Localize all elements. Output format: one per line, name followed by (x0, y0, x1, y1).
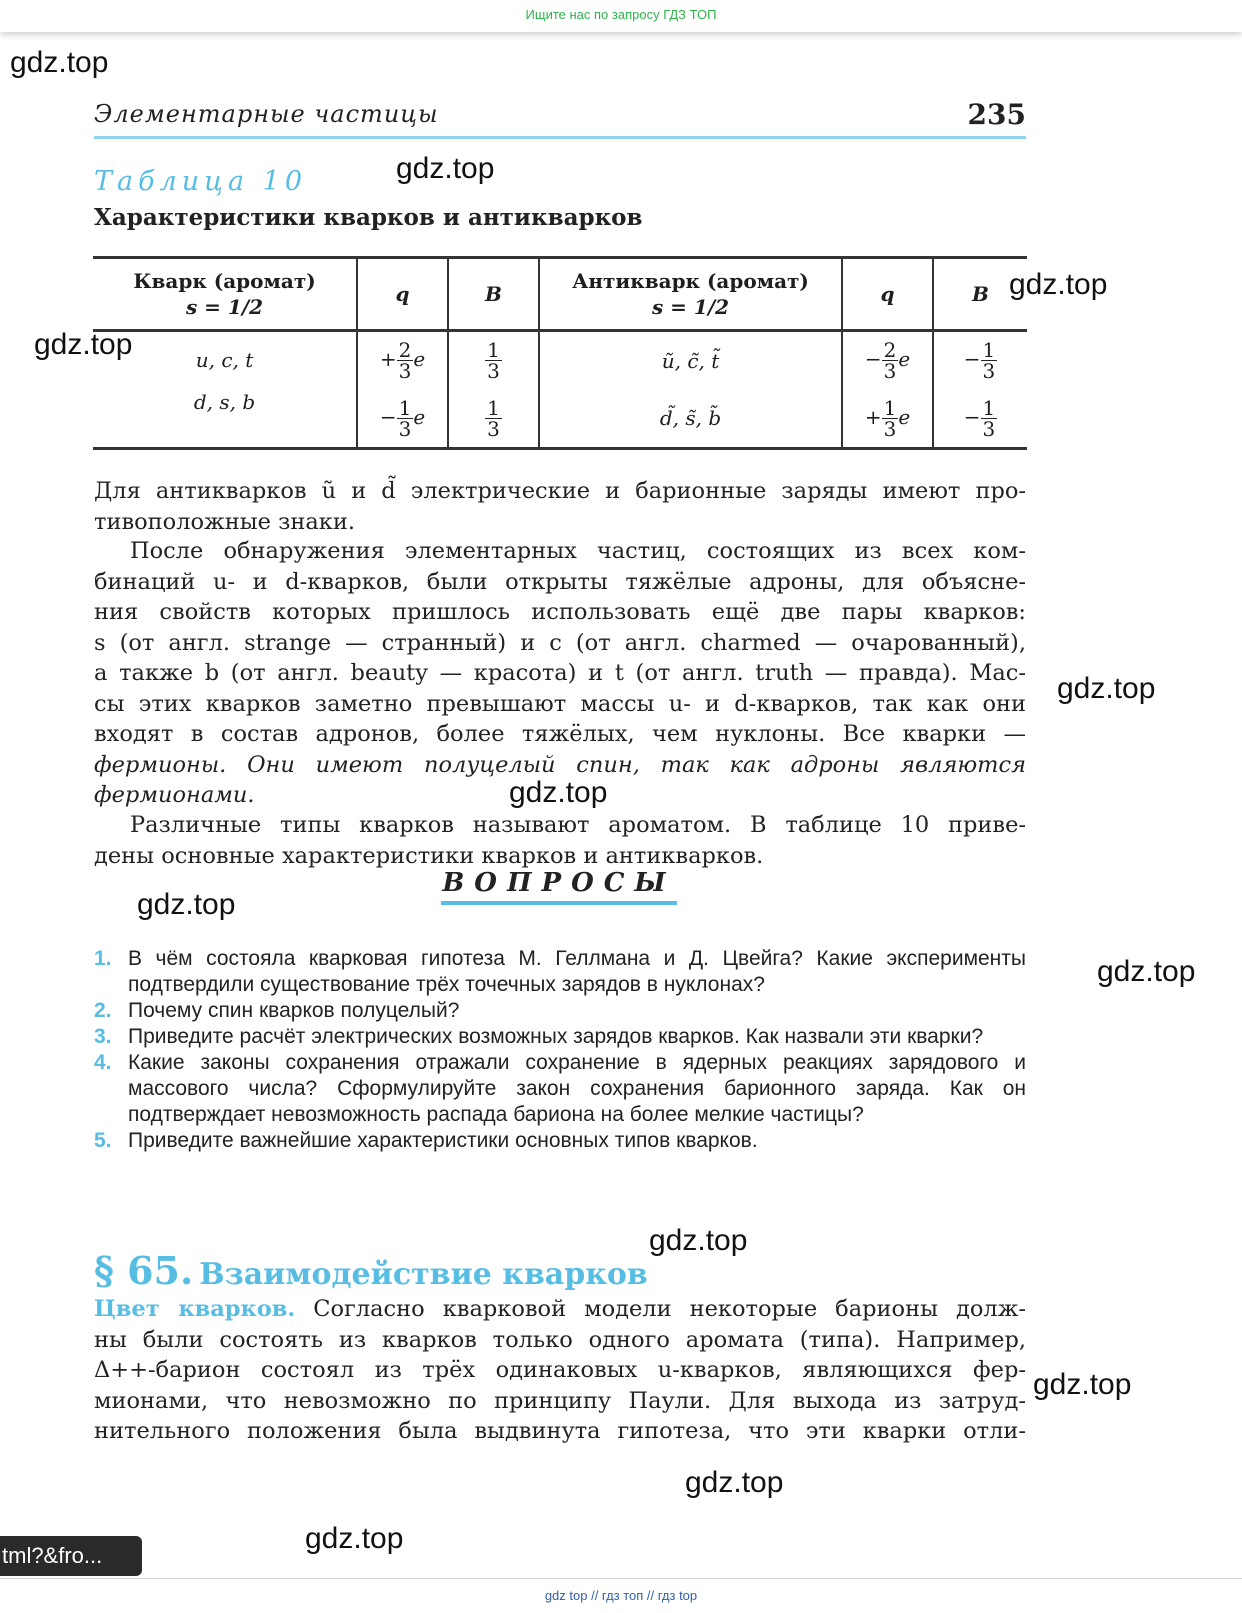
watermark: gdz.top (1009, 268, 1108, 301)
table-row (93, 390, 1027, 449)
table-caption: Характеристики кварков и антикварков (94, 204, 643, 231)
watermark: gdz.top (1097, 955, 1196, 988)
watermark: gdz.top (10, 46, 109, 79)
question-item: 5. Приведите важнейшие характеристики основных типов кварков. (94, 1129, 758, 1152)
table-row (93, 331, 1027, 390)
question-item: 2. Почему спин кварков полуцелый? (94, 999, 460, 1022)
quark-baryon-charge: $\frac{1}{3}$ (448, 331, 539, 390)
header-antiquark: Антикварк (аромат) s = 1/2 (539, 258, 842, 331)
watermark: gdz.top (305, 1522, 404, 1555)
header-b: B (448, 258, 539, 331)
quark-charge: + $\frac{2}{3}$ e (357, 331, 448, 390)
paragraph-flavor: Различные типы кварков называют ароматом. В таблице 10 приве- дены основные характеристики кварков и антикварков. (94, 812, 1026, 869)
header-b-anti: B (933, 258, 1027, 331)
questions-list (94, 946, 1026, 1154)
antiquark-flavors: ũ, c̃, t̃ (539, 331, 842, 390)
watermark: gdz.top (137, 888, 236, 921)
section-number: § 65. (94, 1248, 194, 1293)
watermark: gdz.top (1057, 672, 1156, 705)
header-q: q (357, 258, 448, 331)
paragraph-quark-color: Цвет кварков. Согласно кварковой модели некоторые барионы долж- ны были состоять из кварков только одного аромата (типа). Например, Δ++-барион состоял из трёх одинаковых u-кварков, являющихся фер- мионами, что невозможно по принципу Паули. Для выхода из затруд- нительного положения была выдвинута гипотеза, что эти кварки отли- (94, 1296, 1027, 1444)
watermark: gdz.top (34, 328, 133, 361)
antiquark-flavors: d̃, s̃, b̃ (539, 390, 842, 449)
section-title: Взаимодействие кварков (199, 1257, 648, 1292)
watermark: gdz.top (649, 1224, 748, 1257)
antiquark-baryon-charge: − $\frac{1}{3}$ (933, 390, 1027, 449)
question-item: 4. Какие законы сохранения отражали сохранение в ядерных реакциях зарядового и массового числа? Сформулируйте закон сохранения барионного заряда. Как он подтверждает невозможность распада бариона на более мелкие частицы? (94, 1051, 1026, 1126)
url-tab[interactable] (0, 1536, 142, 1576)
watermark: gdz.top (685, 1466, 784, 1499)
page-number: 235 (967, 98, 1026, 131)
antiquark-charge: − $\frac{2}{3}$ e (842, 331, 933, 390)
quark-charge: − $\frac{1}{3}$ e (357, 390, 448, 449)
bottom-links-bar (0, 1578, 1242, 1611)
watermark: gdz.top (396, 152, 495, 185)
question-item: 1. В чём состояла кварковая гипотеза М. Геллмана и Д. Цвейга? Какие эксперименты подтвердили существование трёх точечных зарядов в нуклонах? (94, 947, 1026, 996)
paragraph-heavy-quarks: После обнаружения элементарных частиц, состоящих из всех ком- бинаций u- и d-кварков, были открыты тяжёлые адроны, для объясне- ния свойств которых пришлось использовать ещё две пары кварков: s (от англ. strange — странный) и c (от англ. charmed — очарованный), а также b (от англ. beauty — красота) и t (от англ. truth — правда). Мас- сы этих кварков заметно превышают массы u- и d-кварков, так как они входят в состав адронов, более тяжёлых, чем нуклоны. Все кварки — фермионы. Они имеют полуцелый спин, так как адроны являются фермионами. (94, 538, 1026, 808)
top-banner (0, 0, 1242, 32)
table-header-row (93, 258, 1027, 331)
watermark: gdz.top (509, 776, 608, 809)
inline-heading: Цвет кварков. (94, 1296, 296, 1322)
quark-flavors: u, c, t (195, 348, 254, 372)
watermark: gdz.top (1033, 1368, 1132, 1401)
bottom-links[interactable]: gdz top // гдз топ // гдз top (544, 1588, 698, 1603)
antiquark-charge: + $\frac{1}{3}$ e (842, 390, 933, 449)
quark-baryon-charge: $\frac{1}{3}$ (448, 390, 539, 449)
url-tab-text: tml?&fro... (2, 1543, 103, 1568)
header-q-anti: q (842, 258, 933, 331)
running-head (94, 96, 1026, 139)
antiquark-baryon-charge: − $\frac{1}{3}$ (933, 331, 1027, 390)
header-quark: Кварк (аромат) s = 1/2 (133, 269, 316, 319)
section-heading (94, 1248, 648, 1293)
quark-table (93, 256, 1027, 450)
quark-flavors: d, s, b (193, 389, 256, 414)
questions-title: ВОПРОСЫ (441, 868, 677, 905)
table-label: Таблица 10 (94, 166, 308, 197)
question-item: 3. Приведите расчёт электрических возможных зарядов кварков. Как назвали эти кварки? (94, 1025, 984, 1048)
paragraph-antiquark-charges: Для антикварков ũ и d̃ электрические и барионные заряды имеют про- тивоположные знаки. (94, 478, 1026, 535)
running-head-title: Элементарные частицы (94, 100, 439, 128)
top-banner-text: Ищите нас по запросу ГДЗ ТОП (525, 7, 717, 22)
